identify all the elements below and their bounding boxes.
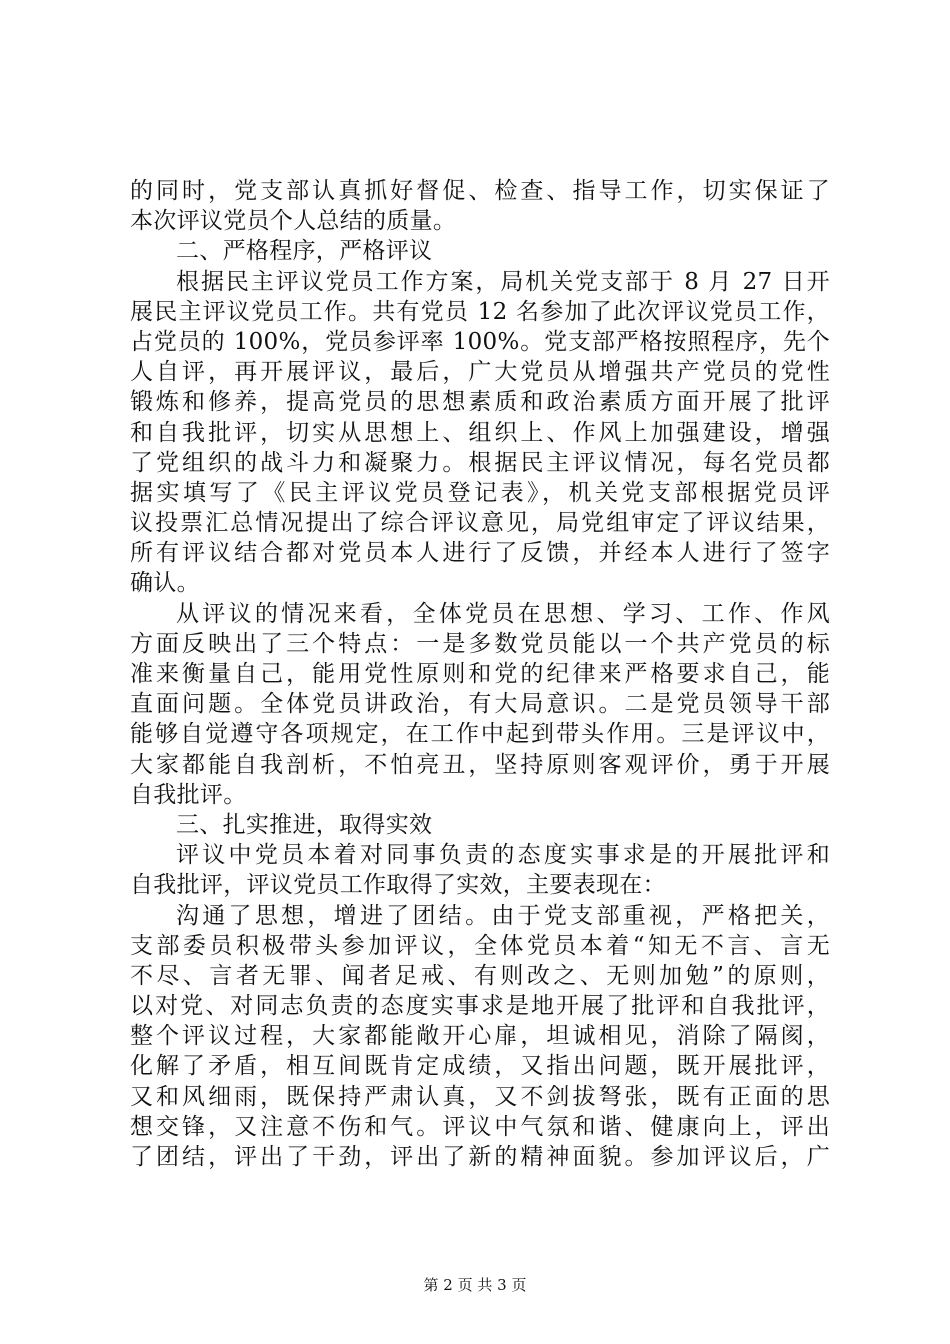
text-line: 的同时，党支部认真抓好督促、检查、指导工作，切实保证了 <box>130 178 830 204</box>
text-line: 准来衡量自己，能用党性原则和党的纪律来严格要求自己，能 <box>130 661 830 687</box>
text-line: 了团结，评出了干劲，评出了新的精神面貌。参加评议后，广 <box>130 1144 830 1170</box>
text-line: 评议中党员本着对同事负责的态度实事求是的开展批评和 <box>176 842 830 869</box>
text-line: 所有评议结合都对党员本人进行了反馈，并经本人进行了签字 <box>130 540 830 567</box>
text-line: 人自评，再开展评议，最后，广大党员从增强共产党员的党性 <box>130 359 830 386</box>
text-line: 能够自觉遵守各项规定，在工作中起到带头作用。三是评议中， <box>130 721 830 748</box>
text-line: 自我批评。 <box>130 781 247 808</box>
text-line: 支部委员积极带头参加评议，全体党员本着“知无不言、言无 <box>130 932 830 959</box>
text-line: 不尽、言者无罪、闻者足戒、有则改之、无则加勉”的原则， <box>130 962 830 989</box>
text-line: 想交锋，又注意不伤和气。评议中气氛和谐、健康向上，评出 <box>130 1113 830 1140</box>
section-heading: 二、严格程序，严格评议 <box>176 238 433 265</box>
text-line: 化解了矛盾，相互间既肯定成绩，又指出问题，既开展批评， <box>130 1053 830 1080</box>
text-line: 自我批评，评议党员工作取得了实效，主要表现在： <box>130 872 666 899</box>
text-line: 又和风细雨，既保持严肃认真，又不剑拔弩张，既有正面的思 <box>130 1083 830 1110</box>
text-line: 和自我批评，切实从思想上、组织上、作风上加强建设，增强 <box>130 419 830 446</box>
text-line: 沟通了思想，增进了团结。由于党支部重视，严格把关， <box>176 902 830 929</box>
text-line: 据实填写了《民主评议党员登记表》，机关党支部根据党员评 <box>130 479 830 506</box>
text-line: 确认。 <box>130 570 200 597</box>
text-line: 直面问题。全体党员讲政治，有大局意识。二是党员领导干部 <box>130 691 830 718</box>
text-line: 议投票汇总情况提出了综合评议意见，局党组审定了评议结果， <box>130 510 830 537</box>
text-line: 本次评议党员个人总结的质量。 <box>130 208 457 235</box>
text-line: 展民主评议党员工作。共有党员 12 名参加了此次评议党员工作， <box>130 298 830 325</box>
text-line: 占党员的 100%，党员参评率 100%。党支部严格按照程序，先个 <box>130 328 830 355</box>
text-line: 大家都能自我剖析，不怕亮丑，坚持原则客观评价，勇于开展 <box>130 751 830 778</box>
text-line: 从评议的情况来看，全体党员在思想、学习、工作、作风 <box>176 600 830 627</box>
section-heading: 三、扎实推进，取得实效 <box>176 811 433 838</box>
text-line: 方面反映出了三个特点：一是多数党员能以一个共产党员的标 <box>130 630 830 657</box>
text-line: 整个评议过程，大家都能敞开心扉，坦诚相见，消除了隔阂， <box>130 1023 830 1050</box>
body-text <box>130 176 830 1172</box>
text-line: 以对党、对同志负责的态度实事求是地开展了批评和自我批评， <box>130 993 830 1020</box>
page-footer: 第 2 页 共 3 页 <box>423 1276 527 1294</box>
text-line: 根据民主评议党员工作方案，局机关党支部于 8 月 27 日开 <box>176 268 830 295</box>
text-line: 锻炼和修养，提高党员的思想素质和政治素质方面开展了批评 <box>130 389 830 416</box>
text-line: 了党组织的战斗力和凝聚力。根据民主评议情况，每名党员都 <box>130 449 830 476</box>
